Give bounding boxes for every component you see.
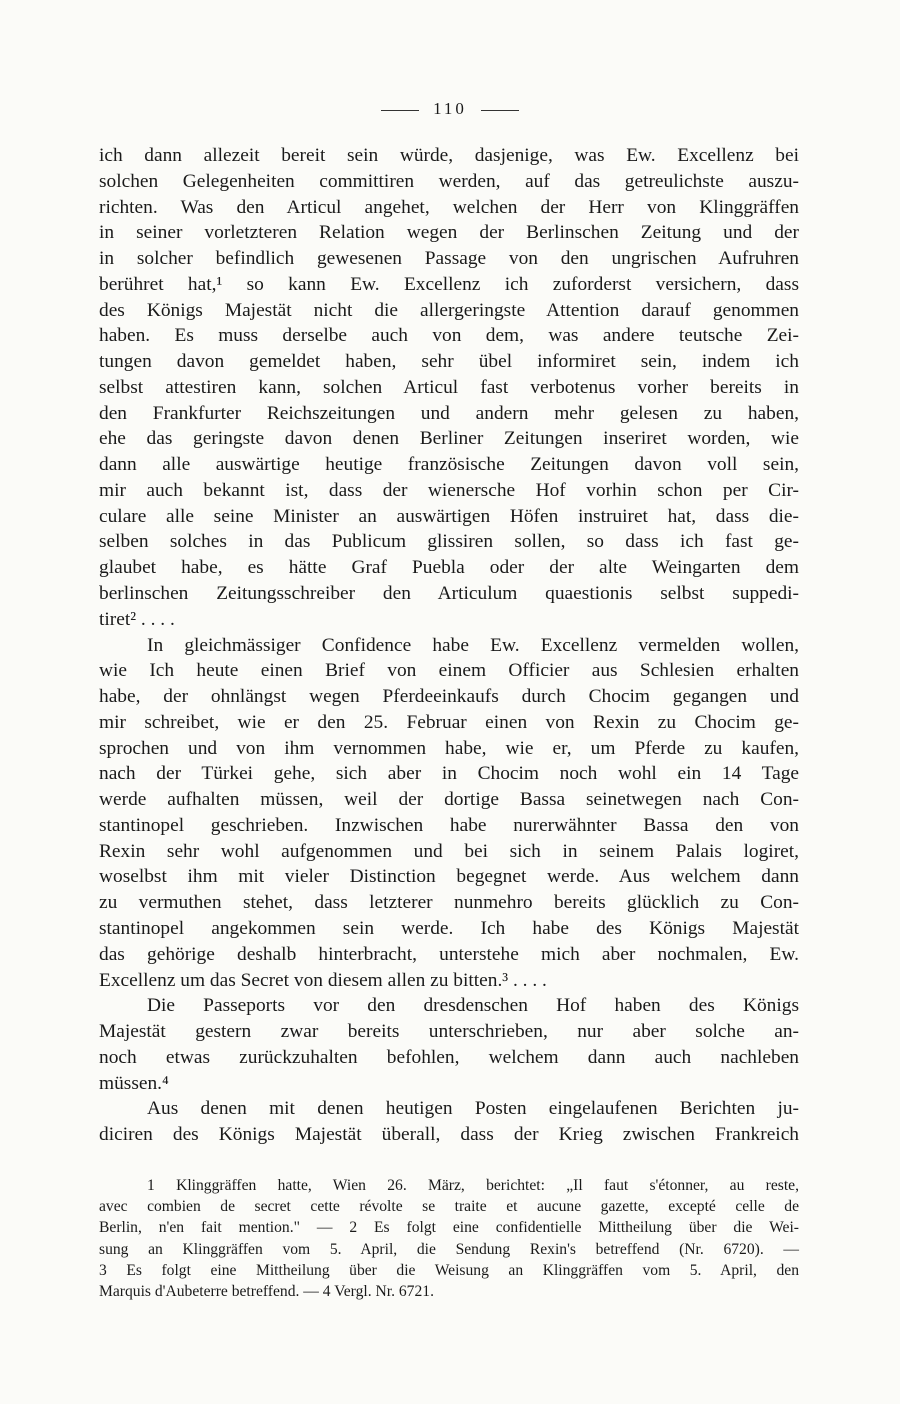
body-line: berlinschen Zeitungsschreiber den Articulum quaestionis selbst suppedi-	[99, 583, 799, 605]
body-line: habe, der ohnlängst wegen Pferdeeinkaufs durch Chocim gegangen und	[99, 686, 799, 708]
body-line: Aus denen mit denen heutigen Posten eingelaufenen Berichten ju-	[147, 1098, 799, 1120]
body-line: selben solches in das Publicum glissiren sollen, so dass ich fast ge-	[99, 531, 799, 553]
body-line: selbst attestiren kann, solchen Articul fast verbotenus vorher bereits in	[99, 376, 799, 398]
body-line: das gehörige deshalb hinterbracht, unterstehe mich aber nochmalen, Ew.	[99, 943, 799, 965]
body-line: In gleichmässiger Confidence habe Ew. Excellenz vermelden wollen,	[147, 634, 799, 656]
body-line: ehe das geringste davon denen Berliner Zeitungen inseriret worden, wie	[99, 428, 799, 450]
body-line: Die Passeports vor den dresdenschen Hof haben des Königs	[147, 995, 799, 1017]
body-line: werde aufhalten müssen, weil der dortige Bassa seinetwegen nach Con-	[99, 789, 799, 811]
body-text	[99, 143, 799, 1148]
footnote-line: avec combien de secret cette révolte se traite et aucune gazette, excepté celle de	[99, 1198, 799, 1216]
body-line: dann alle auswärtige heutige französische Zeitungen davon voll sein,	[99, 454, 799, 476]
body-line: in solcher befindlich gewesenen Passage von den ungrischen Aufruhren	[99, 248, 799, 270]
body-line: richten. Was den Articul angehet, welchen der Herr von Klinggräffen	[99, 196, 799, 218]
body-line: des Königs Majestät nicht die allergeringste Attention darauf genommen	[99, 299, 799, 321]
body-line: Excellenz um das Secret von diesem allen zu bitten.³ . . . .	[99, 969, 547, 991]
body-line: tiret² . . . .	[99, 608, 175, 630]
body-line: stantinopel angekommen sein werde. Ich habe des Königs Majestät	[99, 917, 799, 939]
body-line: ich dann allezeit bereit sein würde, dasjenige, was Ew. Excellenz bei	[99, 145, 799, 166]
body-line: zu vermuthen stehet, dass letzterer nunmehro bereits glücklich zu Con-	[99, 892, 799, 914]
body-line: nach der Türkei gehe, sich aber in Chocim noch wohl ein 14 Tage	[99, 763, 799, 785]
body-line: Majestät gestern zwar bereits unterschrieben, nur aber solche an-	[99, 1021, 799, 1043]
body-line: solchen Gelegenheiten committiren werden, auf das getreulichste auszu-	[99, 170, 799, 192]
body-line: diciren des Königs Majestät überall, dass der Krieg zwischen Frankreich	[99, 1124, 799, 1146]
page-number: 110	[433, 99, 467, 118]
body-line: haben. Es muss derselbe auch von dem, was andere teutsche Zei-	[99, 325, 799, 347]
footnote-line: 3 Es folgt eine Mittheilung über die Weisung an Klinggräffen vom 5. April, den	[99, 1261, 799, 1279]
page-header	[0, 97, 900, 121]
body-line: sprochen und von ihm vernommen habe, wie er, um Pferde zu kaufen,	[99, 737, 799, 759]
header-rule-left	[381, 110, 419, 111]
footnote-line: Marquis d'Aubeterre betreffend. — 4 Vergl. Nr. 6721.	[99, 1282, 434, 1300]
body-line: mir auch bekannt ist, dass der wienersche Hof vorhin schon per Cir-	[99, 479, 799, 501]
body-line: culare alle seine Minister an auswärtigen Höfen instruiret hat, dass die-	[99, 505, 799, 527]
body-line: mir schreibet, wie er den 25. Februar einen von Rexin zu Chocim ge-	[99, 711, 799, 733]
body-line: noch etwas zurückzuhalten befohlen, welchem dann auch nachleben	[99, 1046, 799, 1068]
body-line: berühret hat,¹ so kann Ew. Excellenz ich zuforderst versichern, dass	[99, 273, 799, 295]
body-line: müssen.⁴	[99, 1072, 169, 1094]
body-line: tungen davon gemeldet haben, sehr übel informiret sein, indem ich	[99, 351, 799, 373]
body-line: stantinopel geschrieben. Inzwischen habe nurerwähnter Bassa den von	[99, 814, 799, 836]
body-line: woselbst ihm mit vieler Distinction begegnet werde. Aus welchem dann	[99, 866, 799, 888]
footnote-line: 1 Klinggräffen hatte, Wien 26. März, berichtet: „Il faut s'étonner, au reste,	[147, 1177, 799, 1194]
footnotes	[99, 1175, 799, 1302]
header-rule-right	[481, 110, 519, 111]
footnote-line: Berlin, n'en fait mention." — 2 Es folgt eine confidentielle Mittheilung über die Wei-	[99, 1219, 799, 1237]
body-line: Rexin sehr wohl aufgenommen und bei sich in seinem Palais logiret,	[99, 840, 799, 862]
body-line: den Frankfurter Reichszeitungen und andern mehr gelesen zu haben,	[99, 402, 799, 424]
body-line: wie Ich heute einen Brief von einem Officier aus Schlesien erhalten	[99, 660, 799, 682]
body-line: in seiner vorletzteren Relation wegen der Berlinschen Zeitung und der	[99, 222, 799, 244]
body-line: glaubet habe, es hätte Graf Puebla oder der alte Weingarten dem	[99, 557, 799, 579]
footnote-line: sung an Klinggräffen vom 5. April, die Sendung Rexin's betreffend (Nr. 6720). —	[99, 1240, 799, 1258]
